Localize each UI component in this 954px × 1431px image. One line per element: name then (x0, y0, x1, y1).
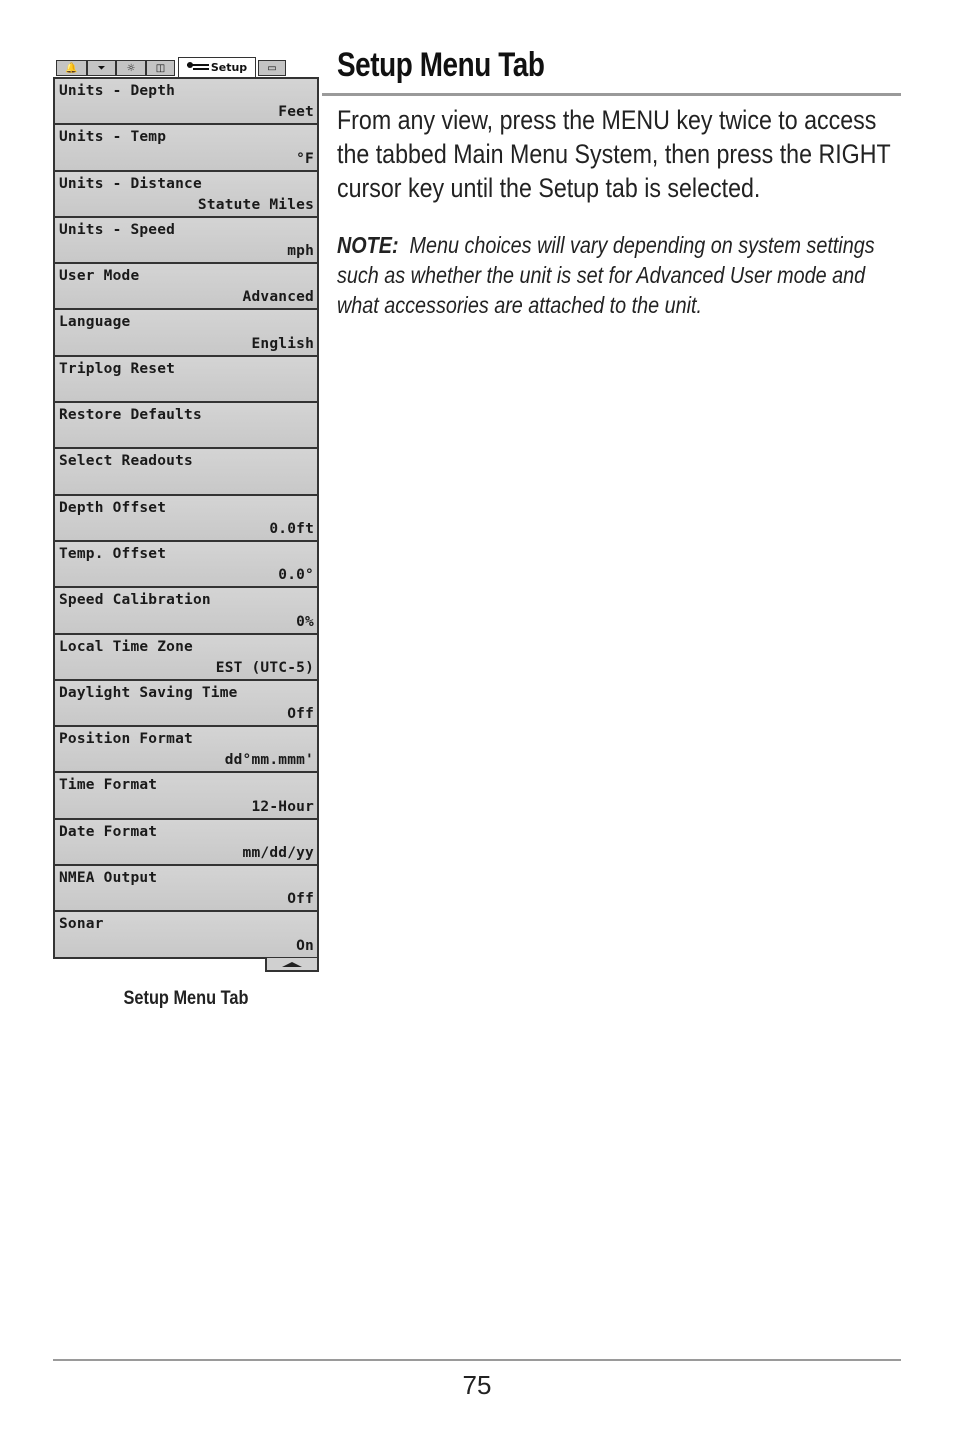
menu-item-label: Units - Depth (59, 83, 176, 99)
tab-alarms[interactable] (56, 60, 87, 76)
menu-item-label: User Mode (59, 268, 140, 285)
sonar-icon: ⏷ (97, 62, 106, 74)
tab-brightness[interactable] (116, 60, 146, 76)
heading-divider (322, 93, 901, 96)
footer-divider (53, 1359, 901, 1361)
accessories-icon: ◫ (155, 62, 166, 74)
menu-item-units-temp[interactable] (55, 125, 317, 171)
menu-item-label: Units - Speed (59, 221, 176, 238)
menu-item-label: Time Format (59, 777, 158, 794)
menu-item-value: 0% (296, 613, 314, 630)
menu-item-value: 0.0° (278, 567, 314, 584)
menu-item-value: On (296, 937, 314, 954)
menu-item-daylight-saving-time[interactable] (55, 681, 317, 727)
note-label: NOTE: (337, 232, 399, 258)
note-inner (337, 230, 901, 320)
tab-accessories[interactable] (146, 60, 175, 76)
menu-item-label: Triplog Reset (59, 360, 176, 377)
menu-item-value: °F (296, 150, 314, 167)
setup-menu-list (53, 77, 319, 959)
menu-item-speed-calibration[interactable] (55, 588, 317, 634)
menu-item-value: Statute Miles (197, 196, 314, 213)
menu-item-date-format[interactable] (55, 820, 317, 866)
tab-sonar[interactable] (87, 60, 116, 76)
menu-item-triplog-reset[interactable] (55, 357, 317, 403)
menu-item-label: Depth Offset (59, 499, 167, 516)
body-paragraph (337, 103, 901, 205)
menu-item-depth-offset[interactable] (55, 496, 317, 542)
note-paragraph (337, 230, 901, 320)
menu-item-language[interactable] (55, 310, 317, 356)
setup-wrench-icon (187, 61, 209, 74)
menu-item-value: Off (287, 891, 314, 908)
menu-item-label: Daylight Saving Time (59, 684, 238, 701)
brightness-icon: ☼ (126, 62, 136, 74)
menu-item-label: Local Time Zone (59, 638, 193, 655)
menu-item-time-format[interactable] (55, 773, 317, 819)
menu-item-label: Restore Defaults (59, 407, 202, 424)
menu-item-nmea-output[interactable] (55, 866, 317, 912)
menu-item-label: Speed Calibration (59, 592, 211, 609)
chevron-up-icon (282, 962, 302, 967)
menu-item-label: Date Format (59, 823, 158, 840)
menu-item-label: Temp. Offset (59, 545, 167, 562)
menu-item-label: Sonar (59, 916, 104, 933)
tab-views[interactable] (258, 60, 286, 76)
menu-item-label: Select Readouts (59, 453, 193, 470)
menu-tabs (53, 56, 319, 78)
menu-item-value: mm/dd/yy (242, 845, 314, 862)
menu-item-value: dd°mm.mmm' (224, 752, 314, 769)
setup-menu-screenshot (53, 56, 319, 954)
menu-item-label: Units - Temp (59, 129, 167, 146)
menu-item-temp-offset[interactable] (55, 542, 317, 588)
page-title: Setup Menu Tab (337, 46, 545, 84)
menu-item-value: EST (UTC-5) (215, 659, 314, 676)
scroll-up-tab[interactable] (265, 958, 319, 972)
menu-item-position-format[interactable] (55, 727, 317, 773)
menu-item-sonar[interactable] (55, 912, 317, 958)
menu-item-label: NMEA Output (59, 870, 158, 887)
menu-item-label: Language (59, 314, 131, 331)
body-paragraph-text: From any view, press the MENU key twice to access the tabbed Main Menu System, then press the RIGHT cursor key until the Setup tab is selected. (337, 105, 891, 203)
menu-item-value: 12-Hour (251, 798, 314, 815)
menu-item-value: Off (287, 706, 314, 723)
menu-item-local-time-zone[interactable] (55, 635, 317, 681)
menu-item-restore-defaults[interactable] (55, 403, 317, 449)
note-text: Menu choices will vary depending on system settings such as whether the unit is set for Advanced User mode and what accessories are attached to the unit. (337, 232, 875, 318)
menu-item-label: Position Format (59, 731, 193, 748)
tab-setup-label: Setup (210, 61, 248, 74)
menu-item-select-readouts[interactable] (55, 449, 317, 495)
menu-item-value: Advanced (242, 289, 314, 306)
menu-item-units-distance[interactable] (55, 172, 317, 218)
menu-item-units-speed[interactable] (55, 218, 317, 264)
menu-item-user-mode[interactable] (55, 264, 317, 310)
tab-setup[interactable] (178, 57, 256, 77)
menu-item-value: mph (287, 243, 314, 260)
views-icon: ▭ (267, 62, 277, 74)
menu-item-value: Feet (278, 104, 314, 121)
menu-item-value: English (251, 335, 314, 352)
menu-item-label: Units - Distance (59, 175, 202, 192)
figure-caption: Setup Menu Tab (123, 988, 249, 1009)
menu-item-units-depth[interactable] (55, 79, 317, 125)
page-number: 75 (462, 1370, 492, 1400)
alarm-bell-icon: 🔔 (65, 62, 78, 74)
menu-item-value: 0.0ft (269, 520, 314, 537)
